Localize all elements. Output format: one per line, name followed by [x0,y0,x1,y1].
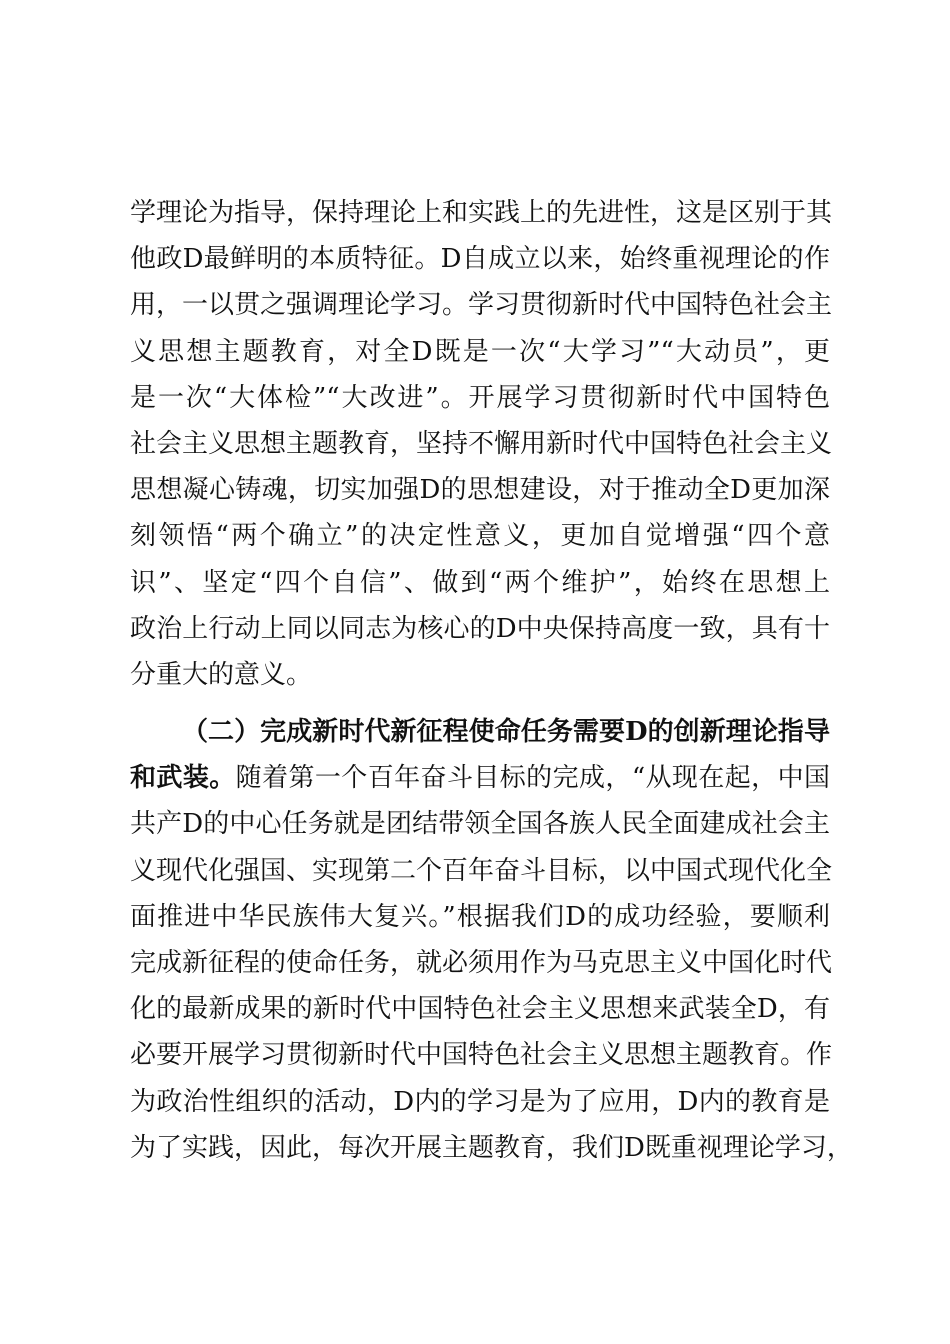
section-heading-end: 和武装。 [130,763,236,794]
text-line: 识”、坚定“四个自信”、做到“两个维护”，始终在思想上 [130,567,830,598]
text-line: 政治上行动上同以同志为核心的D中央保持高度一致，具有十 [130,613,830,644]
text-segment: 随着第一个百年奋斗目标的完成，“从现在起，中国 [235,763,830,794]
text-line: 必要开展学习贯彻新时代中国特色社会主义思想主题教育。作 [130,1040,833,1071]
body-text [130,190,853,1171]
text-line: 是一次“大体检”“大改进”。开展学习贯彻新时代中国特色 [130,382,830,413]
section-heading: （二）完成新时代新征程使命任务需要D的创新理论指导 [182,717,830,748]
text-line: 分重大的意义。 [130,659,313,690]
paragraph [130,709,853,1171]
text-line: 共产D的中心任务就是团结带领全国各族人民全面建成社会主 [130,809,830,840]
text-line: 完成新征程的使命任务，就必须用作为马克思主义中国化时代 [130,948,833,978]
text-line: 为了实践，因此，每次开展主题教育，我们D既重视理论学习， [130,1132,853,1163]
text-line: 社会主义思想主题教育，坚持不懈用新时代中国特色社会主义 [130,428,833,459]
text-line: 思想凝心铸魂，切实加强D的思想建设，对于推动全D更加深 [130,475,830,506]
text-line: 面推进中华民族伟大复兴。”根据我们D的成功经验，要顺利 [130,901,830,932]
text-line: 义思想主题教育，对全D既是一次“大学习”“大动员”，更 [130,336,830,367]
paragraph [130,190,833,698]
text-line [130,755,830,801]
text-line: 为政治性组织的活动，D内的学习是为了应用，D内的教育是 [130,1086,830,1117]
text-line: 刻领悟“两个确立”的决定性意义，更加自觉增强“四个意 [130,521,830,552]
text-line: 他政D最鲜明的本质特征。D自成立以来，始终重视理论的作 [130,244,830,275]
text-line: 用，一以贯之强调理论学习。学习贯彻新时代中国特色社会主 [130,290,833,321]
text-line: 义现代化强国、实现第二个百年奋斗目标，以中国式现代化全 [130,855,833,886]
text-line: 化的最新成果的新时代中国特色社会主义思想来武装全D，有 [130,994,830,1025]
text-line: 学理论为指导，保持理论上和实践上的先进性，这是区别于其 [130,198,833,228]
